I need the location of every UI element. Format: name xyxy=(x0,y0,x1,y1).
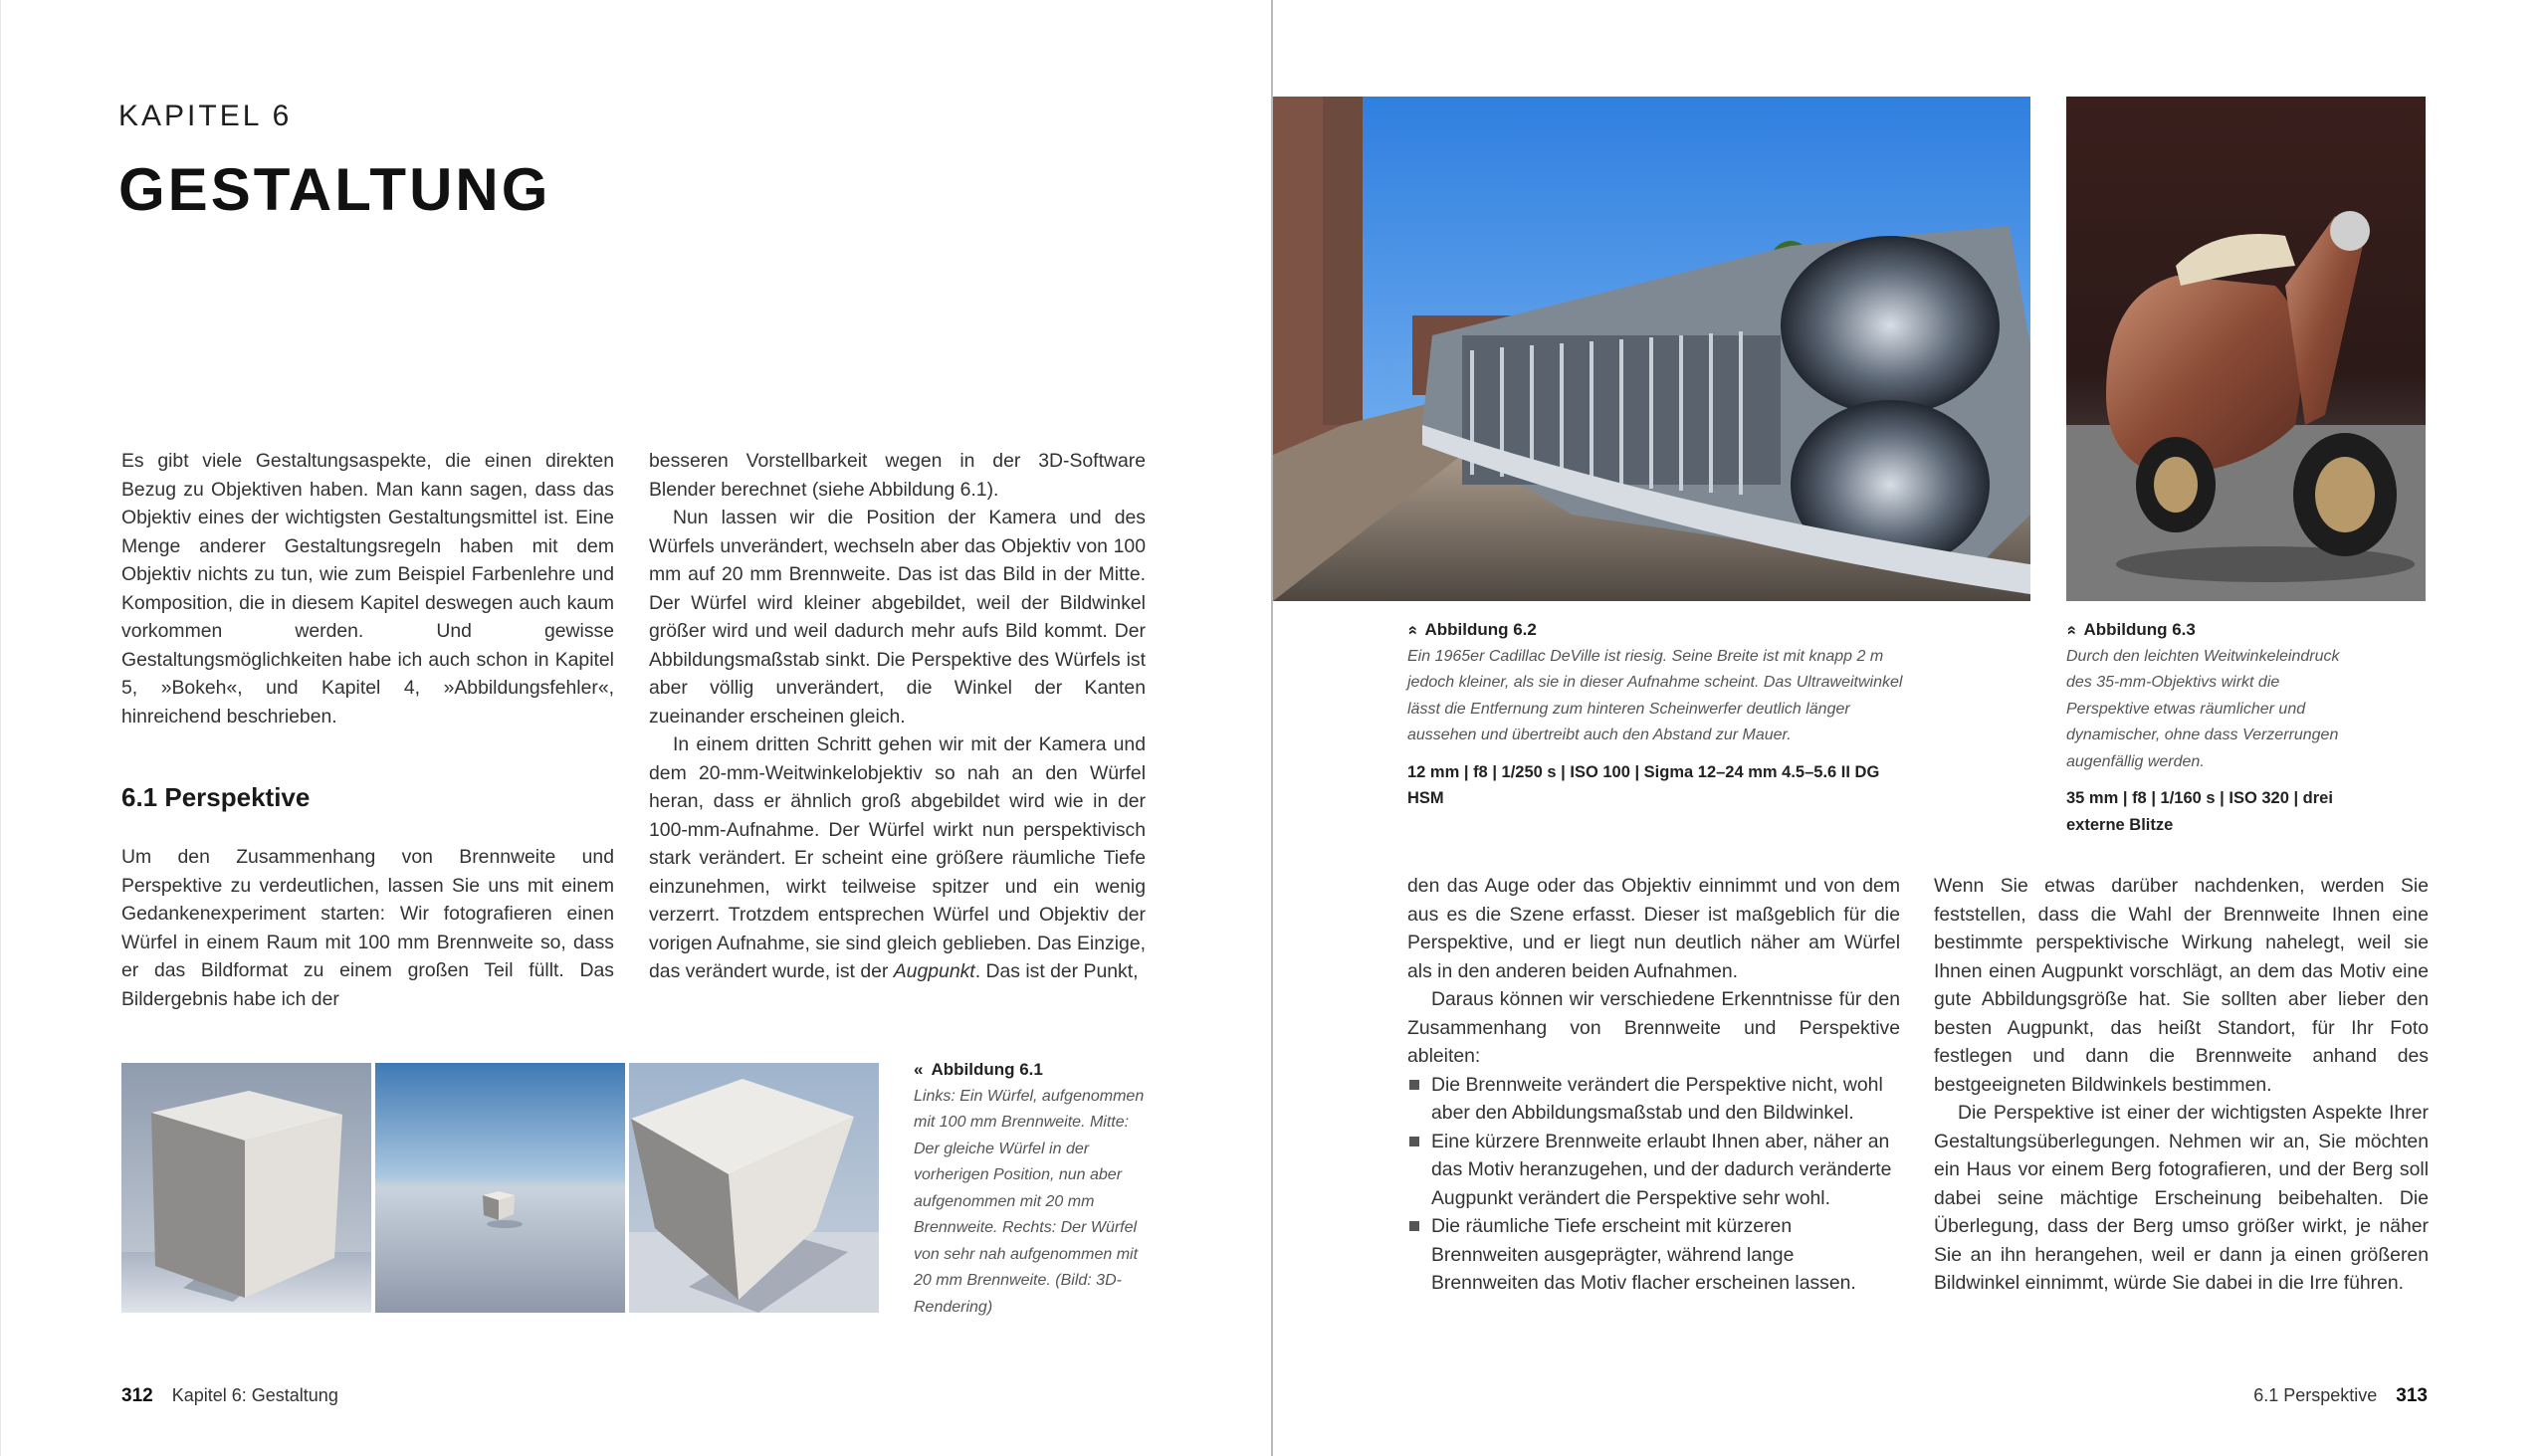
body-column-4 xyxy=(1934,872,2429,1298)
col2-paragraph-2: Nun lassen wir die Position der Kamera und des Würfels unverändert, wechseln aber das Objektiv von 100 mm auf 20 mm Brennweite. Das ist das Bild in der Mitte. Der Würfel wird kleiner abgebildet, weil der Bildwinkel größer wird und weil dadurch mehr aufs Bild kommt. Der Abbildungsmaßstab sinkt. Die Perspektive des Würfels ist aber völlig unverändert, die Winkel der Kanten zueinander erscheinen gleich. xyxy=(649,507,1146,728)
page-number-left: 312 xyxy=(121,1385,153,1406)
col2-paragraph-3: In einem dritten Schritt gehen wir mit der Kamera und dem 20-mm-Weitwinkelobjektiv so nah an den Würfel heran, dass er ähnlich groß abgebildet wird wie in der 100-mm-Aufnahme. Der Würfel wirkt nun perspektivisch stark verändert. Er scheint eine größere räumliche Tiefe einzunehmen, wirkt teilweise spitzer und ein wenig verzerrt. Trotzdem entsprechen Würfel und Objektiv der vorigen Aufnahme, sie sind gleich geblieben. Das Einzige, das verändert wurde, ist der Augpunkt. Das ist der Punkt, xyxy=(649,733,1146,982)
col3-paragraph-2: Daraus können wir verschiedene Erkenntnisse für den Zusammenhang von Brennweite und Perspektive ableiten: xyxy=(1407,988,1900,1067)
section-paragraph: Um den Zusammenhang von Brennweite und Perspektive zu verdeutlichen, lassen Sie uns mit einem Gedankenexperiment starten: Wir fotografieren einen Würfel in einem Raum mit 100 mm Brennweite so, dass er das Bildformat zu einem großen Teil füllt. Das Bildergebnis habe ich der xyxy=(121,846,614,1010)
left-page xyxy=(0,0,1271,1456)
arrow-up-icon: » xyxy=(2060,625,2080,635)
figure-6-1-label: Abbildung 6.1 xyxy=(931,1060,1043,1079)
figure-6-1-render-left xyxy=(121,1063,371,1313)
figure-6-2-exif: 12 mm | f8 | 1/250 s | ISO 100 | Sigma 12–24 mm 4.5–5.6 II DG HSM xyxy=(1407,762,1880,807)
figure-6-1-render-right xyxy=(629,1063,879,1313)
footer-section-title: 6.1 Perspektive xyxy=(2253,1385,2378,1405)
figure-6-1-label-row xyxy=(914,1057,1145,1084)
footer-chapter-title: Kapitel 6: Gestaltung xyxy=(171,1385,338,1405)
figure-6-1-render-middle xyxy=(375,1063,625,1313)
body-column-2 xyxy=(649,447,1146,986)
body-column-3 xyxy=(1407,872,1900,1298)
figure-6-2-text: Ein 1965er Cadillac DeVille ist riesig. Seine Breite ist mit knapp 2 m jedoch kleiner, als sie in dieser Aufnahme scheint. Das Ultraweitwinkel lässt die Entfernung zum hinteren Scheinwerfer deutlich länger aussehen und übertreibt auch den Abstand zur Mauer. xyxy=(1407,647,1903,743)
arrow-left-icon: « xyxy=(914,1060,924,1079)
chapter-title: GESTALTUNG xyxy=(118,156,551,223)
chapter-label: KAPITEL 6 xyxy=(118,100,293,132)
body-column-1-intro xyxy=(121,447,614,730)
arrow-up-icon: » xyxy=(1401,625,1421,635)
footer-left xyxy=(121,1385,338,1407)
figure-6-2-label: Abbildung 6.2 xyxy=(1424,620,1537,639)
footer-right xyxy=(2253,1385,2428,1407)
body-column-1-section xyxy=(121,843,614,1013)
bullet-item: Die Brennweite verändert die Perspektive nicht, wohl aber den Abbildungsmaßstab und den Bildwinkel. xyxy=(1407,1071,1900,1128)
col2-paragraph-1: besseren Vorstellbarkeit wegen in der 3D-Software Blender berechnet (siehe Abbildung 6.1). xyxy=(649,450,1146,501)
figure-6-2-photo xyxy=(1273,97,2030,601)
figure-6-2-caption xyxy=(1401,617,1915,812)
col3-paragraph-1: den das Auge oder das Objektiv einnimmt und von dem aus es die Szene erfasst. Dieser ist maßgeblich für die Perspektive, und er liegt nun deutlich näher am Würfel als in den anderen beiden Aufnahmen. xyxy=(1407,875,1900,982)
section-heading: 6.1 Perspektive xyxy=(121,782,311,812)
figure-6-3-label: Abbildung 6.3 xyxy=(2083,620,2196,639)
figure-6-2-label-row xyxy=(1401,617,1915,644)
figure-6-1-text: Links: Ein Würfel, aufgenommen mit 100 mm Brennweite. Mitte: Der gleiche Würfel in der vorherigen Position, nun aber aufgenommen mit 20 mm Brennweite. Rechts: Der Würfel von sehr nah aufgenommen mit 20 mm Brennweite. (Bild: 3D-Rendering) xyxy=(914,1087,1145,1316)
bullet-item: Eine kürzere Brennweite erlaubt Ihnen aber, näher an das Motiv heranzugehen, und der dadurch veränderte Augpunkt verändert die Perspektive sehr wohl. xyxy=(1407,1128,1900,1213)
col4-paragraph-1: Wenn Sie etwas darüber nachdenken, werden Sie feststellen, dass die Wahl der Brennweite Ihnen eine bestimmte perspektivische Wirkung nahelegt, weil sie Ihnen einen Augpunkt vorschlägt, an dem das Motiv eine gute Abbildungsgröße hat. Sie sollten aber lieber den besten Augpunkt, das heißt Standort, für Ihr Foto festlegen und dann die Brennweite anhand des bestgeeigneten Bildwinkels bestimmen. xyxy=(1934,875,2429,1096)
page-number-right: 313 xyxy=(2396,1385,2428,1406)
intro-paragraph: Es gibt viele Gestaltungsaspekte, die einen direkten Bezug zu Objektiven haben. Man kann sagen, dass das Objektiv eines der wichtigsten Gestaltungsmittel ist. Eine Menge anderer Gestaltungsregeln haben mit dem Objektiv nichts zu tun, wie zum Beispiel Farbenlehre und Komposition, die in diesem Kapitel deswegen auch kaum vorkommen werden. Und gewisse Gestaltungsmöglichkeiten habe ich auch schon in Kapitel 5, »Bokeh«, und Kapitel 4, »Abbildungsfehler«, hinreichend beschrieben. xyxy=(121,450,614,728)
figure-6-3-text: Durch den leichten Weitwinkeleindruck des 35-mm-Objektivs wirkt die Perspektive etwas räumlicher und dynamischer, ohne dass Verzerrungen augenfällig werden. xyxy=(2066,647,2340,770)
figure-6-1-caption xyxy=(914,1057,1145,1321)
figure-6-3-photo xyxy=(2066,97,2426,601)
figure-6-3-exif: 35 mm | f8 | 1/160 s | ISO 320 | drei externe Blitze xyxy=(2066,789,2333,834)
right-page xyxy=(1273,0,2548,1456)
col4-paragraph-2: Die Perspektive ist einer der wichtigsten Aspekte Ihrer Gestaltungsüberlegungen. Nehmen wir an, Sie möchten ein Haus vor einem Berg fotografieren, und der Berg soll dabei seine mächtige Erscheinung beibehalten. Die Überlegung, dass der Berg umso größer wirkt, je näher Sie an ihn herangehen, weil er dann ja einen größeren Bildwinkel einnimmt, würde Sie dabei in die Irre führen. xyxy=(1934,1102,2429,1294)
figure-6-3-caption xyxy=(2060,617,2365,838)
figure-6-3-label-row xyxy=(2060,617,2365,644)
perspective-bullet-list xyxy=(1407,1071,1900,1298)
bullet-item: Die räumliche Tiefe erscheint mit kürzeren Brennweiten ausgeprägter, während lange Brennweiten das Motiv flacher erscheinen lassen. xyxy=(1407,1212,1900,1298)
